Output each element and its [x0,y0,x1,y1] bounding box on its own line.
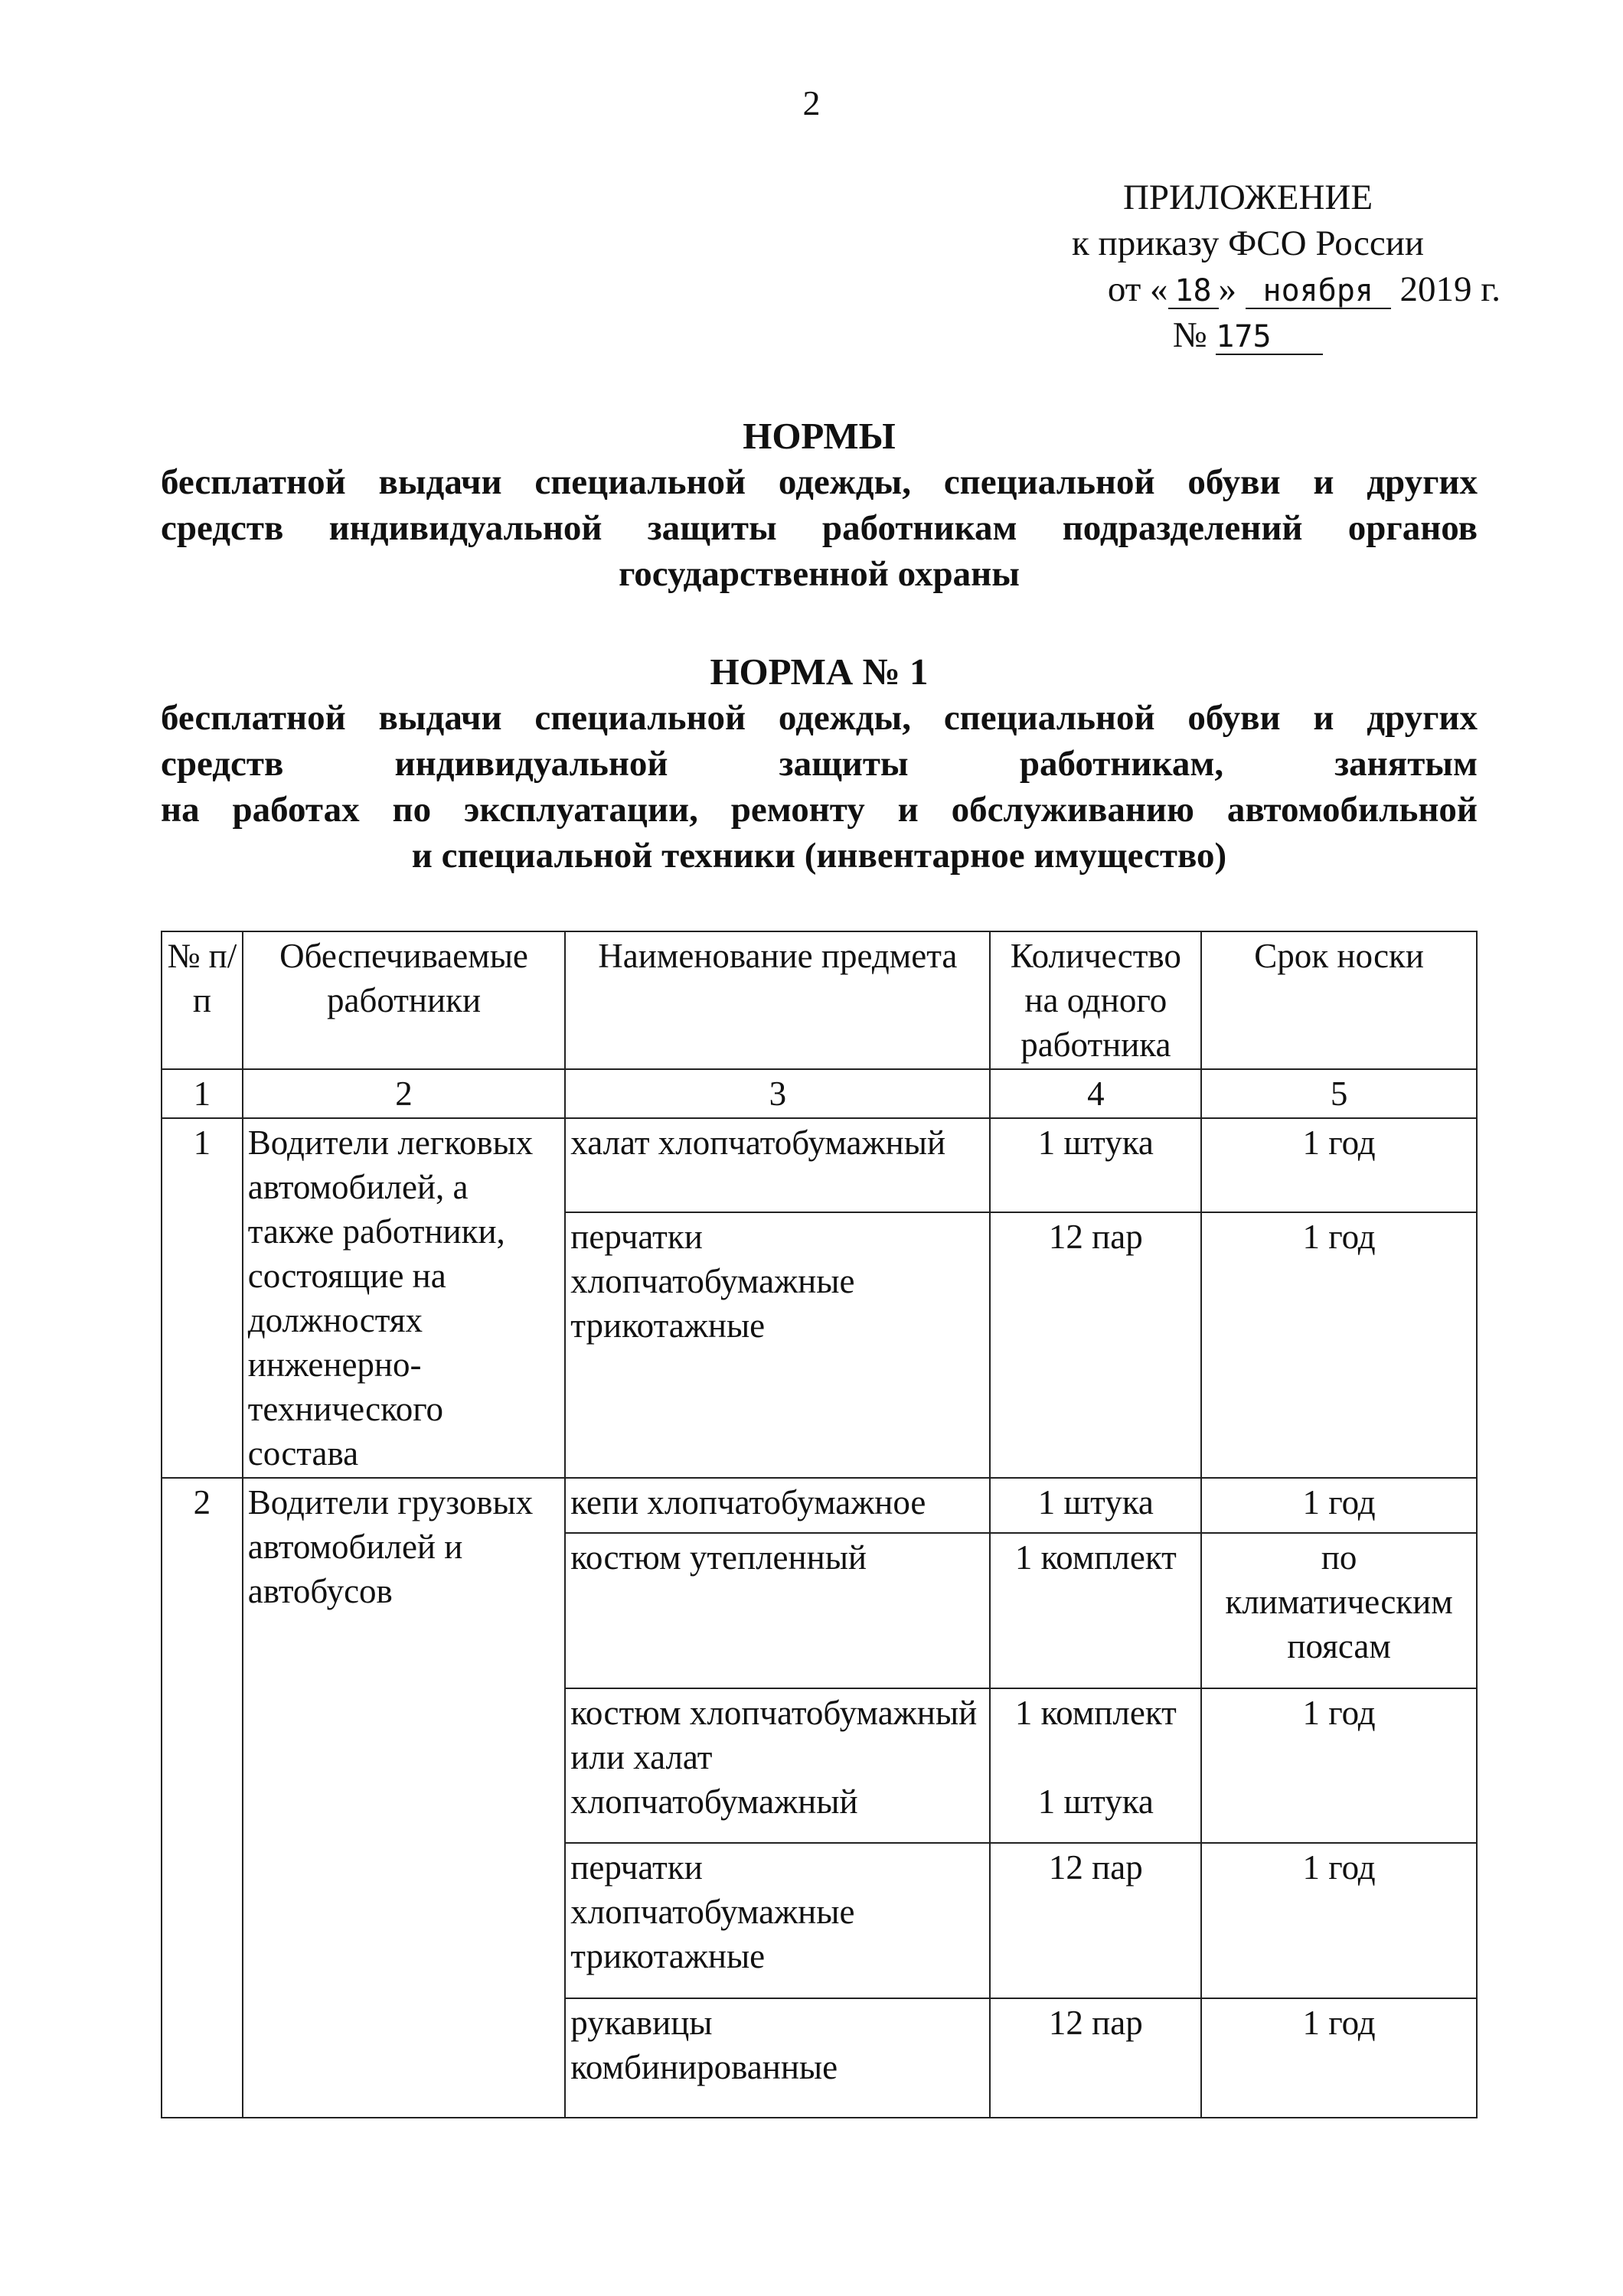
number-prefix: № [1172,315,1207,355]
order-number: 175 [1216,320,1323,355]
row-term: 1 год [1201,1843,1477,1998]
col-number: 2 [243,1069,566,1118]
norm-title-line2: средств индивидуальной защиты работникам, занятым [161,744,1478,784]
row-qty: 1 штука [990,1478,1201,1533]
norm-title-block [161,649,1478,879]
row-qty: 12 пар [990,1212,1201,1478]
row-term: 1 год [1201,1478,1477,1533]
row-qty: 1 комплект [990,1533,1201,1688]
header-item: Наименование предмета [565,931,990,1069]
row-qty: 1 комплект [1014,1693,1177,1732]
appendix-title: ПРИЛОЖЕНИЕ [1122,178,1373,217]
row-item: костюм хлопчатобумажный или халат хлопчатобумажный [565,1688,990,1844]
col-number: 1 [162,1069,243,1118]
row-item: перчатки хлопчатобумажные трикотажные [565,1843,990,1998]
header-workers: Обеспечиваемые работники [243,931,566,1069]
norms-table [161,931,1478,2118]
main-title-line1: бесплатной выдачи специальной одежды, специальной обуви и других [161,462,1478,502]
appendix-number [995,312,1501,358]
row-item: кепи хлопчатобумажное [565,1478,990,1533]
row-term: 1 год [1201,1688,1477,1844]
header-term: Срок носки [1201,931,1477,1069]
table-row [162,1118,1477,1212]
date-month: ноября [1246,274,1391,309]
row-num: 1 [162,1118,243,1478]
main-title-block [161,413,1478,597]
main-title-line2: средств индивидуальной защиты работникам подразделений органов [161,508,1478,548]
row-qty: 1 штука [990,1118,1201,1212]
row-qty: 12 пар [990,1998,1201,2118]
row-term: по климатическим поясам [1201,1533,1477,1688]
row-item: костюм утепленный [565,1533,990,1688]
row-term: 1 год [1201,1118,1477,1212]
row-workers: Водители легковых автомобилей, а также работники, состоящие на должностях инженерно-технического состава [243,1118,566,1478]
row-num: 2 [162,1478,243,2118]
norm-title-line3: на работах по эксплуатации, ремонту и обслуживанию автомобильной [161,790,1478,830]
row-item: рукавицы комбинированные [565,1998,990,2118]
page-number: 2 [802,83,821,122]
appendix-order-ref: к приказу ФСО России [1071,223,1425,263]
col-number: 5 [1201,1069,1477,1118]
row-workers: Водители грузовых автомобилей и автобусов [243,1478,566,2118]
date-year: 2019 г. [1399,269,1501,309]
header-qty: Количество на одного работника [990,931,1201,1069]
date-mid: » [1218,269,1237,309]
col-number: 3 [565,1069,990,1118]
table-row [162,1478,1477,1533]
column-number-row [162,1069,1477,1118]
appendix-date [995,266,1501,312]
date-day: 18 [1168,274,1219,309]
table-header-row [162,931,1477,1069]
row-term: 1 год [1201,1212,1477,1478]
row-qty-alt: 1 штука [1037,1782,1154,1821]
appendix-block [995,174,1501,358]
row-qty: 12 пар [990,1843,1201,1998]
row-item: халат хлопчатобумажный [565,1118,990,1212]
norm-title-line4: и специальной техники (инвентарное имущество) [411,836,1227,876]
header-num: № п/п [162,931,243,1069]
row-term: 1 год [1201,1998,1477,2118]
main-title-heading: НОРМЫ [743,415,896,457]
date-prefix: от « [1107,269,1168,309]
row-qty-cell [990,1688,1201,1844]
row-item: перчатки хлопчатобумажные трикотажные [565,1212,990,1478]
main-title-line3: государственной охраны [619,554,1020,594]
norm-title-heading: НОРМА № 1 [710,651,929,693]
col-number: 4 [990,1069,1201,1118]
norm-title-line1: бесплатной выдачи специальной одежды, специальной обуви и других [161,698,1478,738]
